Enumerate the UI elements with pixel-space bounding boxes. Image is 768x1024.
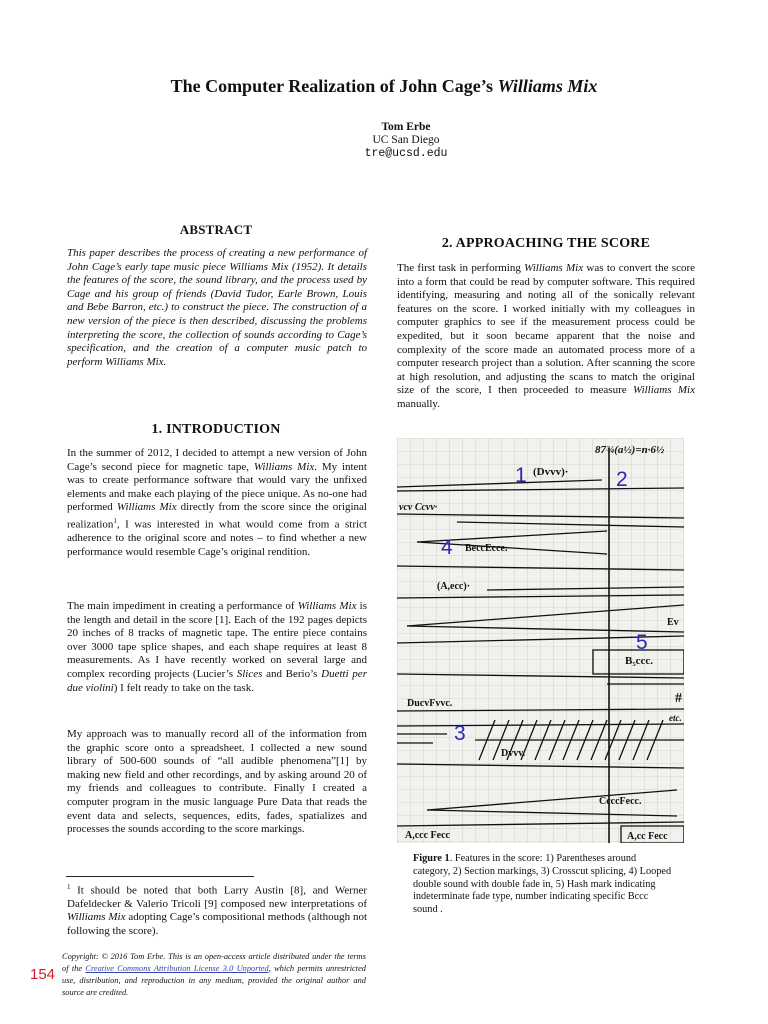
paper-title: [0, 76, 768, 97]
hash-mark: #: [675, 691, 682, 706]
feature-marker-5: 5: [636, 631, 648, 654]
score-label-aeccf2: A,cc Fecc: [627, 831, 668, 842]
author-email[interactable]: tre@ucsd.edu: [364, 147, 448, 160]
author-name: Tom Erbe: [381, 121, 431, 133]
page-number: 154: [30, 966, 56, 983]
score-label-ducv: DucvFvvc.: [407, 698, 453, 709]
score-label-aeccf: A,ccc Fecc: [405, 830, 450, 841]
feature-marker-4: 4: [441, 536, 453, 559]
score-label-vcv: vcv Ccvv·: [399, 502, 438, 513]
score-figure: [397, 438, 684, 843]
score-label-becc: BeccEcce.: [465, 543, 508, 554]
score-label-dvvv2: Dvvv.: [501, 748, 526, 759]
section2-heading: 2. APPROACHING THE SCORE: [441, 236, 651, 251]
figure-caption: Figure 1. Features in the score: 1) Parentheses around category, 2) Section markings, 3) Crosscut splicing, 4) Looped double sound with double fade in, 5) Hash mark indicating indeterminate fade type, number indicating specific Bccc sound .: [413, 853, 672, 916]
footnote: $^1$ It should be noted that both Larry Austin [8], and Werner Dafeldecker & Valerio Tricoli [9] composed new interpretations of Williams Mix adopting Cage’s compositional methods (although not following the score).: [67, 883, 367, 937]
license-link[interactable]: Creative Commons Attribution License 3.0 Unported: [85, 964, 269, 973]
score-label-aecc: (A,ecc)·: [437, 581, 471, 592]
score-drawing: [397, 438, 684, 843]
abstract-text: This paper describes the process of creating a new performance of John Cage’s early tape music piece Williams Mix (1952). It details the features of the score, the sound library, and the process used by Cage and his group of friends (David Tudor, Earle Brown, Louis and Bebe Barron, etc.) to construct the piece. The construction of a new version of the piece is then described, discussing the problems interpreting the score, the collection of sounds according to Cage’s specification, and the creation of a computer music patch to perform Williams Mix.: [67, 247, 367, 368]
copyright-notice: Copyright: © 2016 Tom Erbe. This is an open-access article distributed under the terms of the Creative Commons Attribution License 3.0 Unported, which permits unrestricted use, distribution, and reproduction in any medium, provided the original author and source are credited.: [62, 952, 366, 997]
score-label-dvvv: (Dvvv)·: [533, 466, 569, 478]
score-label-cccf: CcccFecc.: [599, 796, 642, 807]
intro-paragraph-1: In the summer of 2012, I decided to attempt a new version of John Cage’s second piece for magnetic tape, Williams Mix. My intent was to create performance software that would vary the unfixed elements and make each playing of the piece unique. As no-one had performed Williams Mix directly from the score since the original realization$^1$, I was interested in what would come from a strict adherence to the original score and notes – to find whether a new performance would resemble Cage’s original rendition.: [67, 447, 367, 558]
feature-marker-1: 1: [515, 464, 527, 487]
section2-paragraph-1: The first task in performing Williams Mix was to convert the score into a form that could be read by computer software. This required identifying, measuring and noting all of the sonically relevant features on the score. I worked initially with my colleagues in computer graphics to see if the measurement process could be expedited, but it soon became apparent that the noise and complexity of the score made an automated process more of a computer research project than a solution. After scanning the score at high resolution, and adjusting the scans to match the original size of the score, I then proceeded to measure Williams Mix manually.: [397, 262, 695, 410]
intro-paragraph-3: My approach was to manually record all of the information from the graphic score onto a spreadsheet. I collected a new sound library of 500-600 sounds of “all audible phenomena”[1] by making new field and other recordings, and by asking around 20 of my friends and colleagues to contribute. Finally I created a computer program in the music language Pure Data that reads the event data and selects, sequences, edits, fades, spatializes and processes the sounds according to the score markings.: [67, 728, 367, 836]
intro-paragraph-2: The main impediment in creating a performance of Williams Mix is the length and detail in the score [1]. Each of the 192 pages depicts 20 inches of 8 tracks of magnetic tape. The entire piece contains over 3000 tape splice shapes, and each shape requires at least 8 measurements. As I have recently worked on several large and complex recording projects (Lucier’s Slices and Berio’s Duetti per due violini) I felt ready to take on the task.: [67, 600, 368, 694]
footnote-divider: [66, 876, 254, 877]
score-label-etc: etc.: [669, 713, 682, 723]
title-text: The Computer Realization of John Cage’s: [170, 76, 498, 96]
footnote-ref[interactable]: 1: [113, 516, 117, 525]
title-italic: Williams Mix: [497, 76, 598, 96]
intro-heading: 1. INTRODUCTION: [151, 422, 281, 437]
feature-marker-3: 3: [454, 722, 466, 745]
author-affiliation: UC San Diego: [372, 134, 440, 146]
tempo-marking: 87¾(a½)=n·6½: [595, 444, 665, 456]
abstract-heading: ABSTRACT: [179, 222, 253, 237]
author-block: [0, 121, 768, 160]
feature-marker-2: 2: [616, 468, 628, 491]
score-label-bsccc: B₅ccc.: [625, 655, 654, 667]
caption-label: Figure 1: [413, 853, 450, 864]
score-label-ev: Ev: [667, 617, 679, 628]
